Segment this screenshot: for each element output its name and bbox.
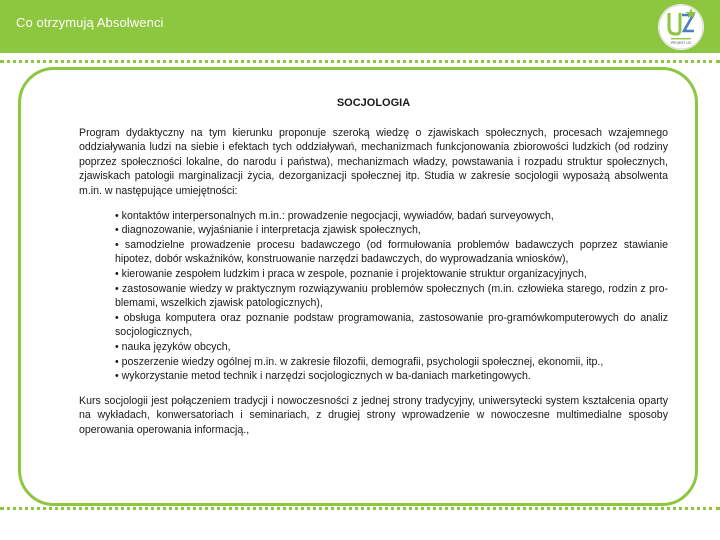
list-item: • poszerzenie wiedzy ogólnej m.in. w zakresie filozofii, demografii, psychologii społecznej, ekonomii, itp.,	[115, 355, 604, 368]
list-item: • kierowanie zespołem ludzkim i praca w zespole, poznanie i projektowanie struktur organizacyjnych,	[115, 267, 587, 280]
list-item: • kontaktów interpersonalnych m.in.: prowadzenie negocjacji, wywiadów, badań surveyowych,	[115, 209, 554, 222]
list-item: • obsługa komputera oraz poznanie podstaw programowania, zastosowanie pro-gramówkomputerowych do analiz socjologicznych,	[115, 311, 668, 339]
slide-title: Co otrzymują Absolwenci	[16, 15, 164, 30]
top-dotted-divider	[0, 60, 720, 63]
closing-paragraph: Kurs socjologii jest połączeniem tradycji i nowoczesności z jednej strony tradycyjny, uniwersytecki system kształcenia oparty na wykładach, konwersatoriach i seminariach, z drugiej strony wprowadzenie w nowoczesne multimedialne sposoby operowania operowania informacją.,	[79, 394, 668, 436]
list-item: • nauka języków obcych,	[115, 340, 231, 353]
list-item: • wykorzystanie metod technik i narzędzi socjologicznych w ba-daniach marketingowych.	[115, 370, 531, 383]
bottom-dotted-divider	[0, 507, 720, 510]
list-item: • diagnozowanie, wyjaśnianie i interpretacja zjawisk społecznych,	[115, 224, 421, 237]
skills-list	[115, 209, 668, 384]
document-body	[79, 96, 668, 437]
logo-caption: PROJEKT UZ	[670, 41, 692, 45]
list-item: • samodzielne prowadzenie procesu badawczego (od formułowania problemów badawczych poprzez stawianie hipotez, dobór wskaźników, konstruowanie narzędzi badawczych, do wyprowadzania wniosków),	[115, 238, 668, 266]
document-title: SOCJOLOGIA	[336, 97, 411, 109]
header-bar	[0, 0, 720, 53]
list-item: • zastosowanie wiedzy w praktycznym rozwiązywaniu problemów społecznych (m.in. człowieka starego, rodzin z pro-blemami, wszelkich zjawisk patologicznych),	[115, 282, 668, 310]
intro-paragraph: Program dydaktyczny na tym kierunku proponuje szeroką wiedzę o zjawiskach społecznych, procesach wzajemnego oddziaływania ludzi na siebie i efektach tych oddziaływań, mechanizmach funkcjonowania zbiorowości ludzkich (od rodziny poprzez społeczności lokalne, do narodu i państwa), mechanizmach władzy, powstawania i rozpadu struktur społecznych, zjawiskach patologii marginalizacji życia, dezorganizacji społecznej itp. Studia w zakresie socjologii wyposażą absolwenta m.in. w następujące umiejętności:	[79, 126, 668, 197]
university-logo-icon	[658, 4, 704, 50]
